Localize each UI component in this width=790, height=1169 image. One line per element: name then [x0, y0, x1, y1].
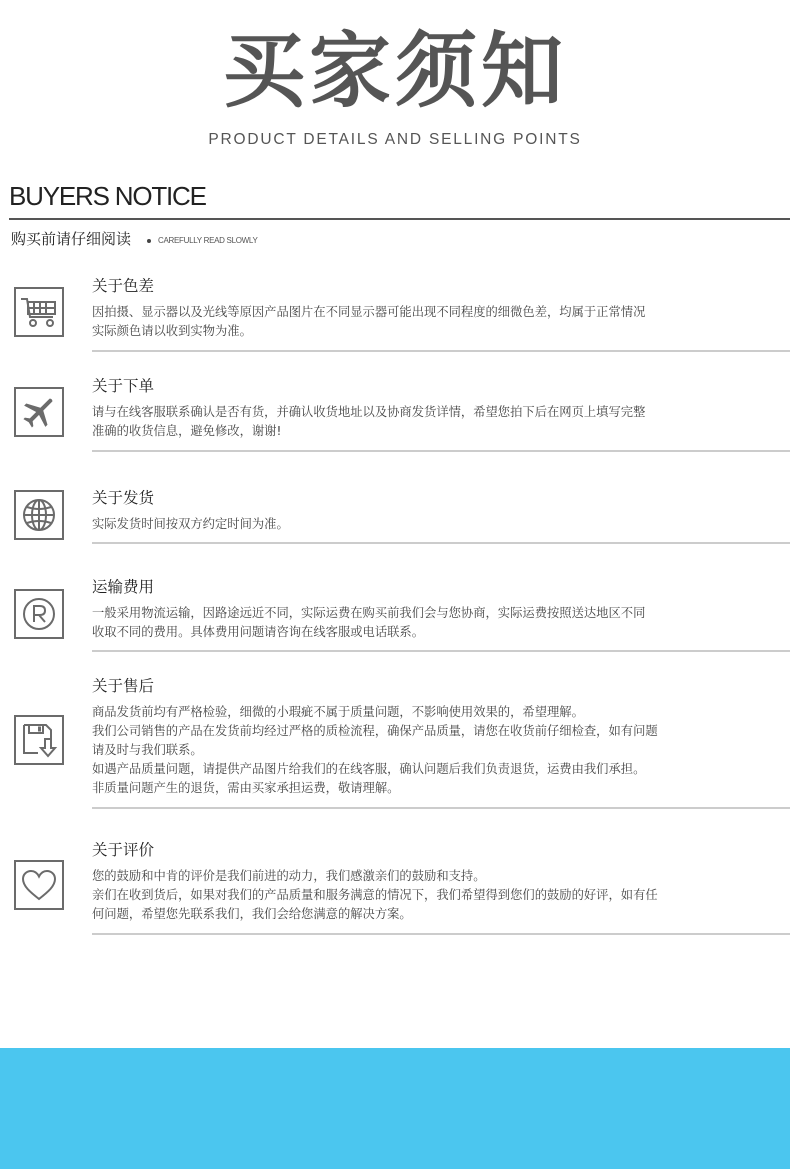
- section-body-reviews: [92, 867, 752, 924]
- section-title-after-sales: 关于售后: [92, 677, 155, 695]
- body-line: 何问题，希望您先联系我们，我们会给您满意的解决方案。: [92, 907, 412, 921]
- section-body-ordering: [92, 403, 752, 441]
- section-title-ordering: 关于下单: [92, 377, 155, 395]
- section-body-shipping-cost: [92, 604, 752, 642]
- section-title-reviews: 关于评价: [92, 841, 155, 859]
- body-line: 实际颜色请以收到实物为准。: [92, 324, 252, 338]
- section-divider: [92, 650, 790, 652]
- read-carefully-label-en: CAREFULLY READ SLOWLY: [158, 236, 258, 245]
- body-line: 准确的收货信息，避免修改，谢谢!: [92, 424, 282, 438]
- body-line: 我们公司销售的产品在发货前均经过严格的质检流程，确保产品质量，请您在收货前仔细检查，如有问题: [92, 724, 658, 738]
- body-line: 商品发货前均有严格检验，细微的小瑕疵不属于质量问题，不影响使用效果的，希望理解。: [92, 705, 584, 719]
- registered-icon: [14, 589, 64, 639]
- buyers-notice-heading: BUYERS NOTICE: [9, 181, 206, 211]
- body-line: 实际发货时间按双方约定时间为准。: [92, 517, 289, 531]
- shopping-cart-icon: [14, 287, 64, 337]
- body-line: 非质量问题产生的退货，需由买家承担运费，敬请理解。: [92, 781, 400, 795]
- body-line: 一般采用物流运输，因路途远近不同，实际运费在购买前我们会与您协商，实际运费按照送达地区不同: [92, 606, 646, 620]
- airplane-icon: [14, 387, 64, 437]
- section-body-color-difference: [92, 303, 752, 341]
- bottom-color-band: [0, 1048, 790, 1169]
- save-download-icon: [14, 715, 64, 765]
- globe-icon: [14, 490, 64, 540]
- body-line: 如遇产品质量问题，请提供产品图片给我们的在线客服，确认问题后我们负责退货，运费由我们承担。: [92, 762, 646, 776]
- body-line: 请与在线客服联系确认是否有货，并确认收货地址以及协商发货详情，希望您拍下后在网页上填写完整: [92, 405, 646, 419]
- body-line: 亲们在收到货后，如果对我们的产品质量和服务满意的情况下，我们希望得到您们的鼓励的好评，如有任: [92, 888, 658, 902]
- section-divider: [92, 350, 790, 352]
- body-line: 收取不同的费用。具体费用问题请咨询在线客服或电话联系。: [92, 625, 425, 639]
- body-line: 您的鼓励和中肯的评价是我们前进的动力，我们感激亲们的鼓励和支持。: [92, 869, 486, 883]
- section-title-color-difference: 关于色差: [92, 277, 155, 295]
- section-title-shipping-cost: 运输费用: [92, 578, 155, 596]
- page-title: 买家须知: [222, 24, 567, 119]
- header-divider: [9, 218, 790, 220]
- section-body-shipping: [92, 515, 752, 534]
- section-body-after-sales: [92, 703, 752, 798]
- heart-icon: [14, 860, 64, 910]
- body-line: 因拍摄、显示器以及光线等原因产品图片在不同显示器可能出现不同程度的细微色差，均属于正常情况: [92, 305, 646, 319]
- section-divider: [92, 542, 790, 544]
- bullet-dot: [147, 239, 151, 243]
- section-title-shipping: 关于发货: [92, 489, 155, 507]
- section-divider: [92, 450, 790, 452]
- read-carefully-label: 购买前请仔细阅读: [11, 230, 132, 248]
- page-subtitle: PRODUCT DETAILS AND SELLING POINTS: [208, 131, 582, 148]
- section-divider: [92, 807, 790, 809]
- body-line: 请及时与我们联系。: [92, 743, 203, 757]
- section-divider: [92, 933, 790, 935]
